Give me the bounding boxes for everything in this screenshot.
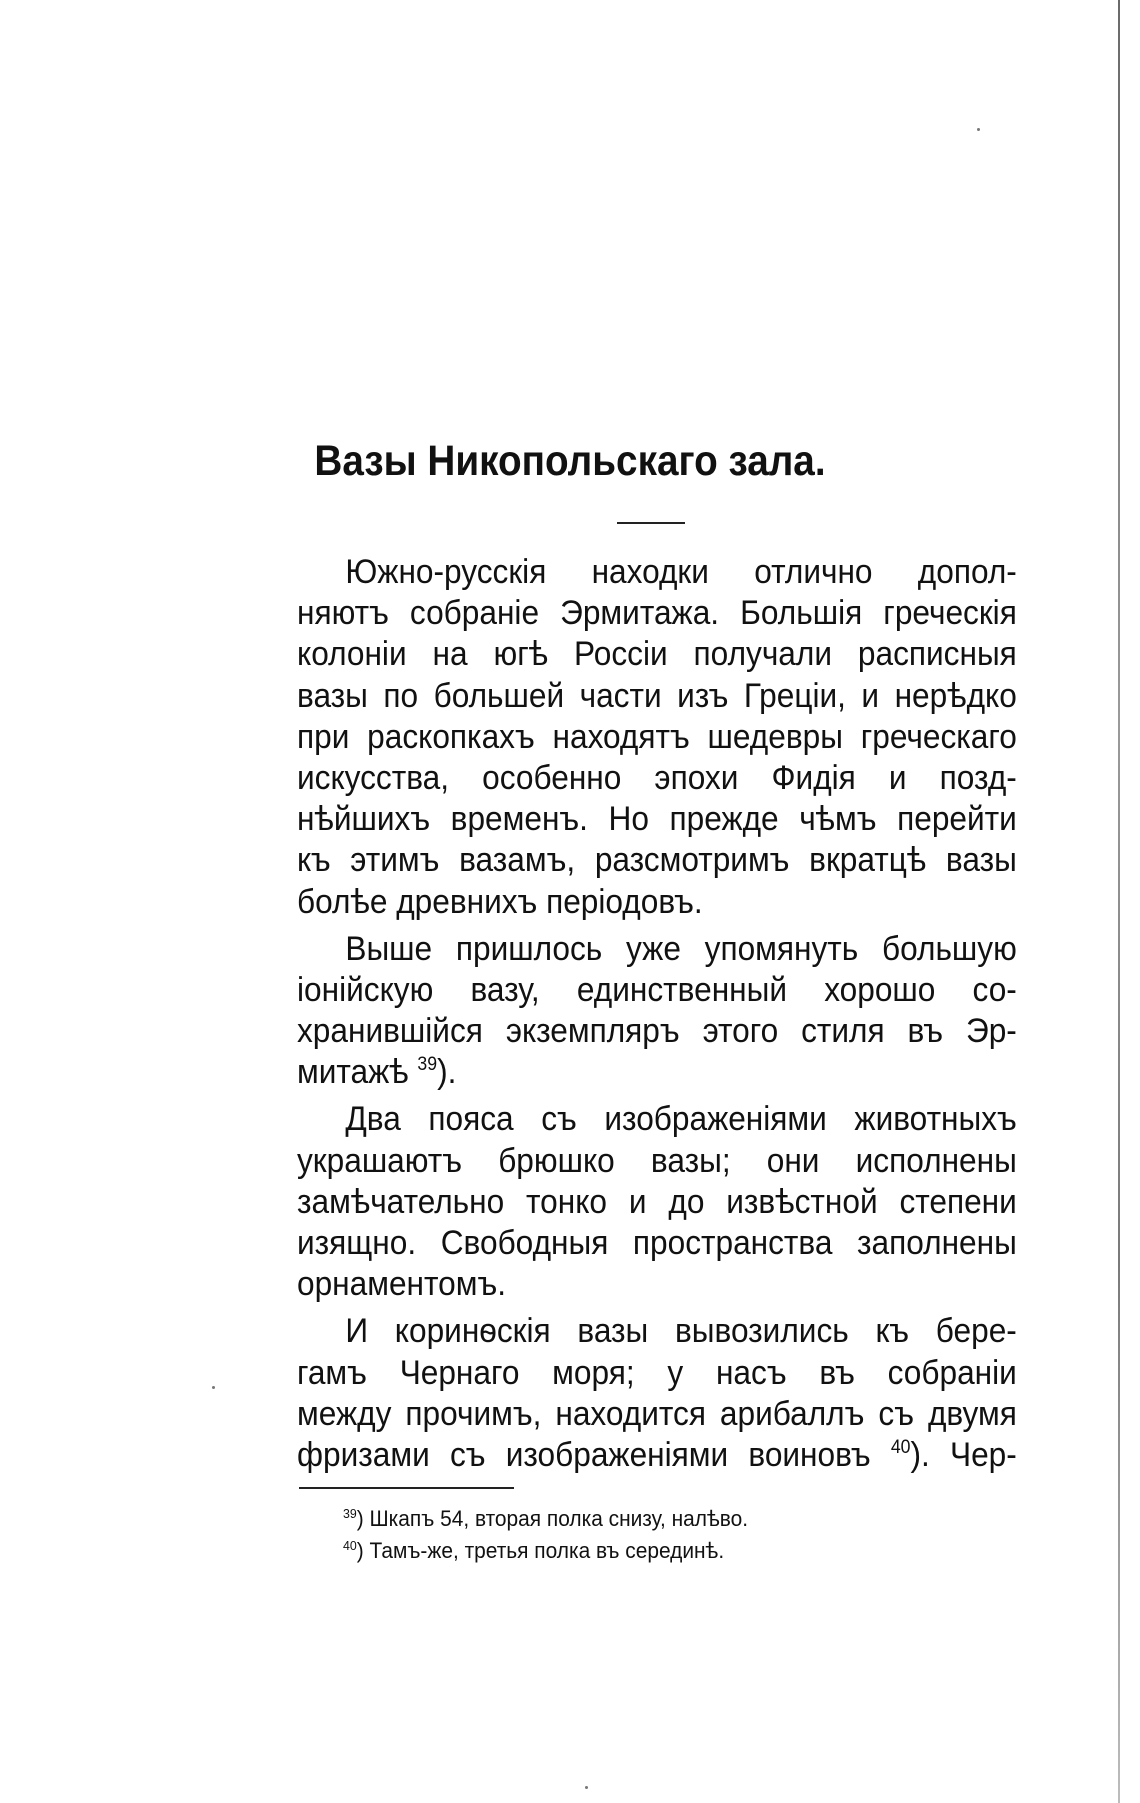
text-line: И коринѳскія вазы вывозились къ бере- bbox=[345, 1312, 1017, 1351]
chapter-title: Вазы Никопольскаго зала. bbox=[314, 437, 826, 485]
paper-speck bbox=[977, 128, 980, 131]
footnote-item bbox=[343, 1535, 1008, 1567]
text-line: украшаютъ брюшко вазы; они исполнены bbox=[297, 1141, 1017, 1180]
paper-speck bbox=[212, 1386, 215, 1389]
footnote-divider bbox=[299, 1487, 514, 1489]
text-line: няютъ собраніе Эрмитажа. Большія греческія bbox=[297, 594, 1017, 633]
text-line: къ этимъ вазамъ, разсмотримъ вкратцѣ вазы bbox=[297, 841, 1017, 880]
text-line: нѣйшихъ временъ. Но прежде чѣмъ перейти bbox=[297, 800, 1017, 839]
text-line: іонійскую вазу, единственный хорошо со- bbox=[297, 970, 1017, 1009]
text-line: искусства, особенно эпохи Фидія и позд- bbox=[297, 758, 1017, 797]
text-line: болѣе древнихъ періодовъ. bbox=[297, 882, 703, 921]
paper-speck bbox=[585, 1786, 588, 1789]
text-line: гамъ Чернаго моря; у насъ въ собраніи bbox=[297, 1353, 1017, 1392]
text-line: замѣчательно тонко и до извѣстной степени bbox=[297, 1182, 1017, 1221]
page-edge-shadow bbox=[1118, 0, 1120, 1803]
footnote-number: 40 bbox=[343, 1538, 357, 1553]
text-line: Южно-русскія находки отлично допол- bbox=[345, 553, 1017, 591]
text-fragment: ). Чер- bbox=[910, 1435, 1017, 1474]
title-divider bbox=[617, 522, 685, 524]
footnote-item bbox=[343, 1503, 1008, 1535]
footnotes bbox=[343, 1503, 1043, 1567]
body-text bbox=[297, 552, 1017, 1476]
text-line: Два пояса съ изображеніями животныхъ bbox=[345, 1100, 1017, 1139]
text-fragment: ). bbox=[437, 1053, 457, 1092]
text-line: между прочимъ, находится арибаллъ съ двумя bbox=[297, 1394, 1017, 1433]
text-line: вазы по большей части изъ Греціи, и нерѣдко bbox=[297, 676, 1017, 715]
footnote-text: ) Тамъ-же, третья полка въ серединѣ. bbox=[356, 1538, 725, 1563]
text-fragment: митажѣ bbox=[297, 1053, 409, 1092]
text-fragment: фризами съ изображеніями воиновъ bbox=[297, 1435, 871, 1474]
text-line: хранившійся экземпляръ этого стиля въ Эр- bbox=[297, 1012, 1017, 1051]
footnote-number: 39 bbox=[343, 1506, 357, 1521]
text-line: при раскопкахъ находятъ шедевры греческаго bbox=[297, 717, 1017, 756]
footnote-reference: 40 bbox=[890, 1436, 911, 1458]
text-line bbox=[297, 1435, 1017, 1476]
text-line: изящно. Свободныя пространства заполнены bbox=[297, 1224, 1017, 1262]
footnote-text: ) Шкапъ 54, вторая полка снизу, налѣво. bbox=[356, 1506, 749, 1531]
text-line bbox=[297, 1052, 1017, 1093]
footnote-reference: 39 bbox=[417, 1054, 438, 1076]
text-line: орнаментомъ. bbox=[297, 1265, 507, 1304]
text-line: Выше пришлось уже упомянуть большую bbox=[345, 929, 1017, 968]
text-line: колоніи на югѣ Россіи получали расписныя bbox=[297, 635, 1017, 674]
